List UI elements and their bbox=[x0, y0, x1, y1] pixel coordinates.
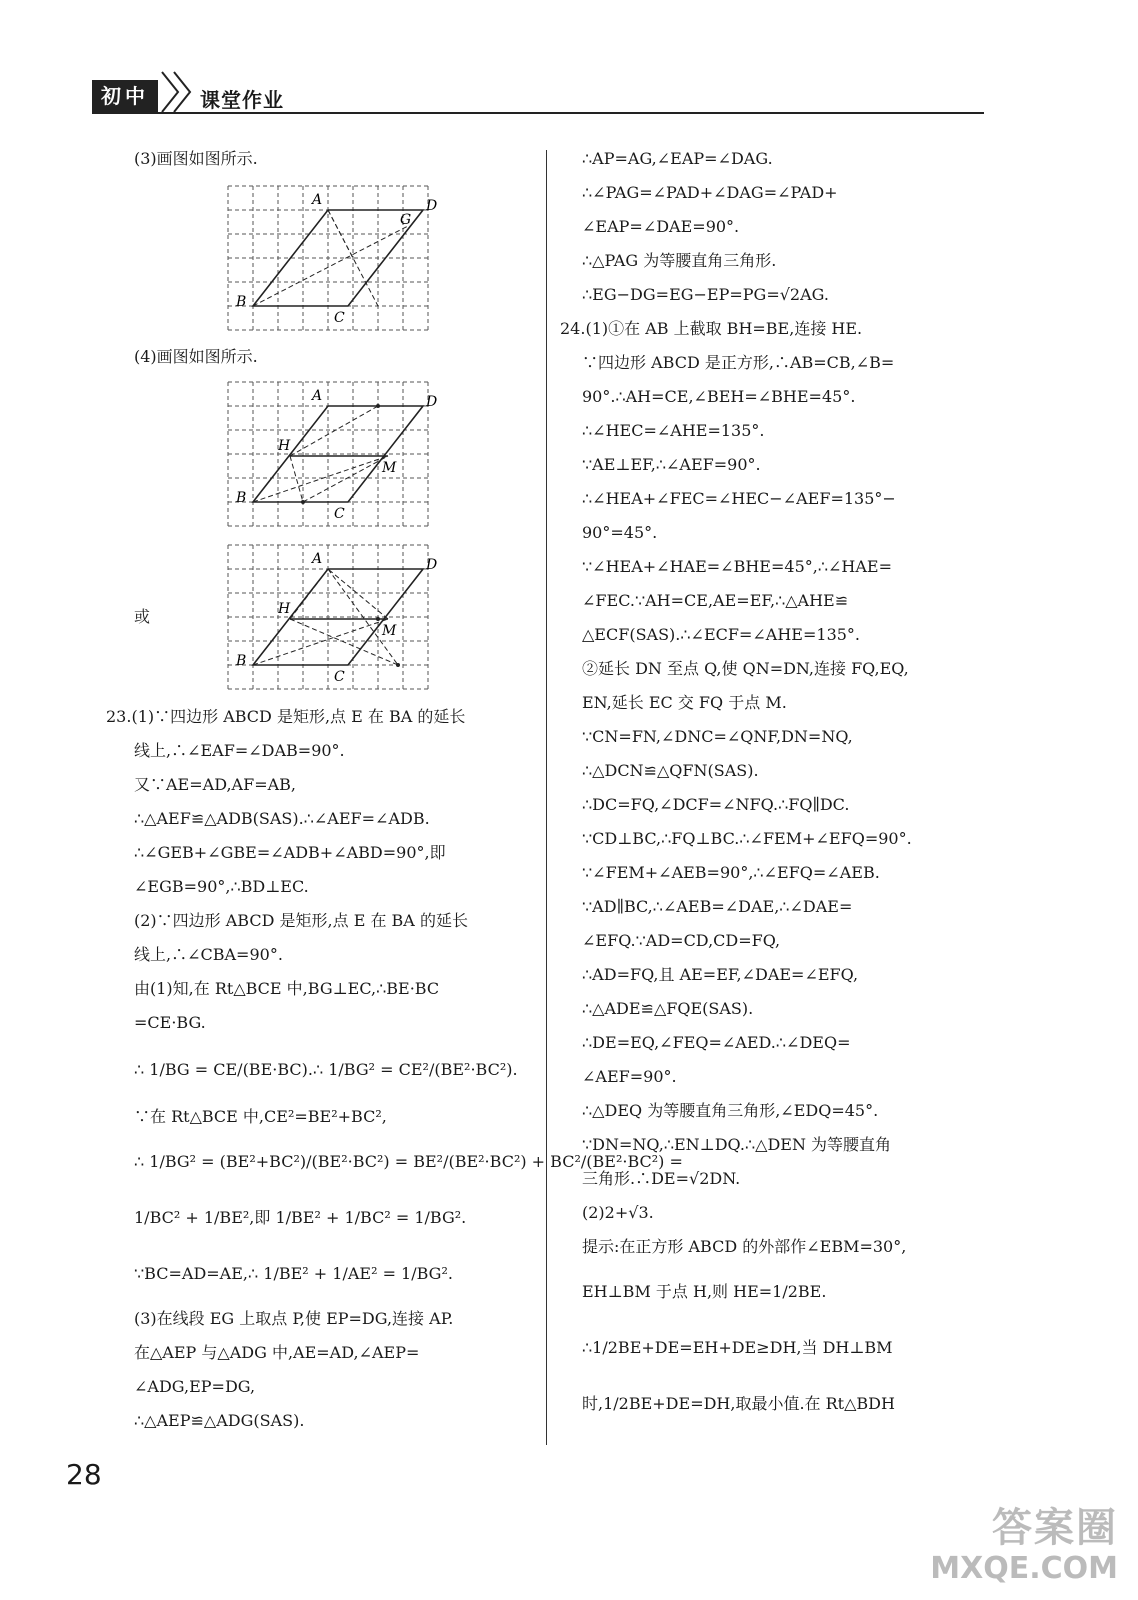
right-line: ∴EG−DG=EG−EP=PG=√2AG. bbox=[582, 285, 829, 304]
label-H-2: H bbox=[278, 438, 291, 454]
right-line: EH⊥BM 于点 H,则 HE=1/2BE. bbox=[582, 1282, 827, 1301]
right-line: 提示:在正方形 ABCD 的外部作∠EBM=30°, bbox=[582, 1237, 907, 1256]
right-line: ∴1/2BE+DE=EH+DE≥DH,当 DH⊥BM bbox=[582, 1338, 893, 1357]
q23-line: ∠ADG,EP=DG, bbox=[134, 1377, 256, 1396]
q23-line: =CE·BG. bbox=[134, 1013, 206, 1032]
right-line: ∴△PAG 为等腰直角三角形. bbox=[582, 251, 777, 270]
figure-3-grid bbox=[228, 186, 438, 332]
label-G: G bbox=[400, 212, 412, 228]
watermark-line2: MXQE.COM bbox=[930, 1551, 1118, 1586]
label-D-3: D bbox=[426, 557, 438, 573]
left-column bbox=[134, 142, 534, 176]
figure-4a-grid bbox=[228, 382, 438, 528]
label-M-3: M bbox=[382, 623, 397, 639]
q23-line: ∴ 1/BG² = (BE²+BC²)/(BE²·BC²) = BE²/(BE²·BC²) + BC²/(BE²·BC²) = bbox=[134, 1152, 683, 1171]
label-A: A bbox=[312, 192, 323, 208]
right-line: ∴△ADE≌△FQE(SAS). bbox=[582, 999, 754, 1018]
right-line: ∵∠FEM+∠AEB=90°,∴∠EFQ=∠AEB. bbox=[582, 863, 880, 882]
right-line: ∴DC=FQ,∠DCF=∠NFQ.∴FQ∥DC. bbox=[582, 795, 850, 814]
right-line: ∠EFQ.∵AD=CD,CD=FQ, bbox=[582, 931, 781, 950]
right-line: 90°=45°. bbox=[582, 523, 658, 542]
q23-line: ∴△AEF≌△ADB(SAS).∴∠AEF=∠ADB. bbox=[134, 809, 430, 828]
q23-line: (2)∵四边形 ABCD 是矩形,点 E 在 BA 的延长 bbox=[134, 911, 468, 930]
right-line: ∴AP=AG,∠EAP=∠DAG. bbox=[582, 149, 773, 168]
grade-tag: 初中 bbox=[92, 80, 158, 112]
q23-line: 在△AEP 与△ADG 中,AE=AD,∠AEP= bbox=[134, 1343, 420, 1362]
right-line: ∠EAP=∠DAE=90°. bbox=[582, 217, 740, 236]
q23-line: 线上,∴∠EAF=∠DAB=90°. bbox=[134, 741, 345, 760]
q23-line: 1/BC² + 1/BE²,即 1/BE² + 1/BC² = 1/BG². bbox=[134, 1208, 467, 1227]
or-label: 或 bbox=[134, 607, 151, 626]
or-label-wrap bbox=[134, 600, 150, 634]
right-line: ∴△DEQ 为等腰直角三角形,∠EDQ=45°. bbox=[582, 1101, 879, 1120]
right-line: 时,1/2BE+DE=DH,取最小值.在 Rt△BDH bbox=[582, 1394, 895, 1413]
label-H-3: H bbox=[278, 601, 291, 617]
label-M-2: M bbox=[382, 460, 397, 476]
q23-line: ∵在 Rt△BCE 中,CE²=BE²+BC², bbox=[134, 1107, 387, 1126]
q23-line: 23.(1)∵四边形 ABCD 是矩形,点 E 在 BA 的延长 bbox=[106, 707, 466, 726]
right-line: △ECF(SAS).∴∠ECF=∠AHE=135°. bbox=[582, 625, 861, 644]
column-divider bbox=[546, 150, 547, 1445]
label-B: B bbox=[236, 294, 247, 310]
label-C-2: C bbox=[334, 506, 345, 522]
right-line: ∠FEC.∵AH=CE,AE=EF,∴△AHE≌ bbox=[582, 591, 849, 610]
watermark-line1: 答案圈 bbox=[992, 1505, 1118, 1551]
right-line: (2)2+√3. bbox=[582, 1203, 654, 1222]
right-line: ∵∠HEA+∠HAE=∠BHE=45°,∴∠HAE= bbox=[582, 557, 893, 576]
q23-line: 由(1)知,在 Rt△BCE 中,BG⊥EC,∴BE·BC bbox=[134, 979, 440, 998]
right-line: ∵四边形 ABCD 是正方形,∴AB=CB,∠B= bbox=[582, 353, 895, 372]
right-line: ∴∠HEA+∠FEC=∠HEC−∠AEF=135°− bbox=[582, 489, 896, 508]
right-line: ∵CD⊥BC,∴FQ⊥BC.∴∠FEM+∠EFQ=90°. bbox=[582, 829, 912, 848]
q23-line: (3)在线段 EG 上取点 P,使 EP=DG,连接 AP. bbox=[134, 1309, 454, 1328]
q23-line: ∠EGB=90°,∴BD⊥EC. bbox=[134, 877, 309, 896]
right-line: ②延长 DN 至点 Q,使 QN=DN,连接 FQ,EQ, bbox=[582, 659, 909, 678]
label-A-3: A bbox=[312, 551, 323, 567]
right-line: 24.(1)①在 AB 上截取 BH=BE,连接 HE. bbox=[560, 319, 863, 338]
label-D-2: D bbox=[426, 394, 438, 410]
q23-line: ∴ 1/BG = CE/(BE·BC).∴ 1/BG² = CE²/(BE²·BC²). bbox=[134, 1060, 518, 1079]
book-title: 课堂作业 bbox=[200, 88, 284, 112]
right-line: ∵DN=NQ,∴EN⊥DQ.∴△DEN 为等腰直角 bbox=[582, 1135, 892, 1154]
label-B-2: B bbox=[236, 490, 247, 506]
right-line: ∴∠PAG=∠PAD+∠DAG=∠PAD+ bbox=[582, 183, 838, 202]
right-line: ∴AD=FQ,且 AE=EF,∠DAE=∠EFQ, bbox=[582, 965, 859, 984]
item-3-caption: (3)画图如图所示. bbox=[134, 149, 258, 168]
q23-line: 又∵AE=AD,AF=AB, bbox=[134, 775, 297, 794]
label-C: C bbox=[334, 310, 345, 326]
right-line: ∠AEF=90°. bbox=[582, 1067, 677, 1086]
q23-line: 线上,∴∠CBA=90°. bbox=[134, 945, 283, 964]
q23-line: ∴△AEP≌△ADG(SAS). bbox=[134, 1411, 305, 1430]
label-B-3: B bbox=[236, 653, 247, 669]
item-4-caption: (4)画图如图所示. bbox=[134, 347, 258, 366]
q23-line: ∵BC=AD=AE,∴ 1/BE² + 1/AE² = 1/BG². bbox=[134, 1264, 453, 1283]
figure-4b-grid bbox=[228, 545, 438, 691]
right-column bbox=[560, 142, 980, 1432]
label-A-2: A bbox=[312, 388, 323, 404]
right-line: ∵CN=FN,∠DNC=∠QNF,DN=NQ, bbox=[582, 727, 853, 746]
right-line: ∵AE⊥EF,∴∠AEF=90°. bbox=[582, 455, 761, 474]
right-line: 三角形.∴DE=√2DN. bbox=[582, 1169, 741, 1188]
watermark-logo bbox=[918, 1505, 1118, 1590]
label-C-3: C bbox=[334, 669, 345, 685]
double-chevron-icon bbox=[158, 68, 198, 112]
page-header bbox=[92, 66, 984, 114]
label-D: D bbox=[426, 198, 438, 214]
q23-line: ∴∠GEB+∠GBE=∠ADB+∠ABD=90°,即 bbox=[134, 843, 446, 862]
left-column-2 bbox=[134, 340, 534, 374]
right-line: 90°.∴AH=CE,∠BEH=∠BHE=45°. bbox=[582, 387, 856, 406]
right-line: EN,延长 EC 交 FQ 于点 M. bbox=[582, 693, 787, 712]
right-line: ∵AD∥BC,∴∠AEB=∠DAE,∴∠DAE= bbox=[582, 897, 853, 916]
right-line: ∴△DCN≌△QFN(SAS). bbox=[582, 761, 759, 780]
right-line: ∴∠HEC=∠AHE=135°. bbox=[582, 421, 765, 440]
header-rule bbox=[92, 112, 984, 114]
right-line: ∴DE=EQ,∠FEQ=∠AED.∴∠DEQ= bbox=[582, 1033, 851, 1052]
page-number: 28 bbox=[66, 1458, 102, 1491]
